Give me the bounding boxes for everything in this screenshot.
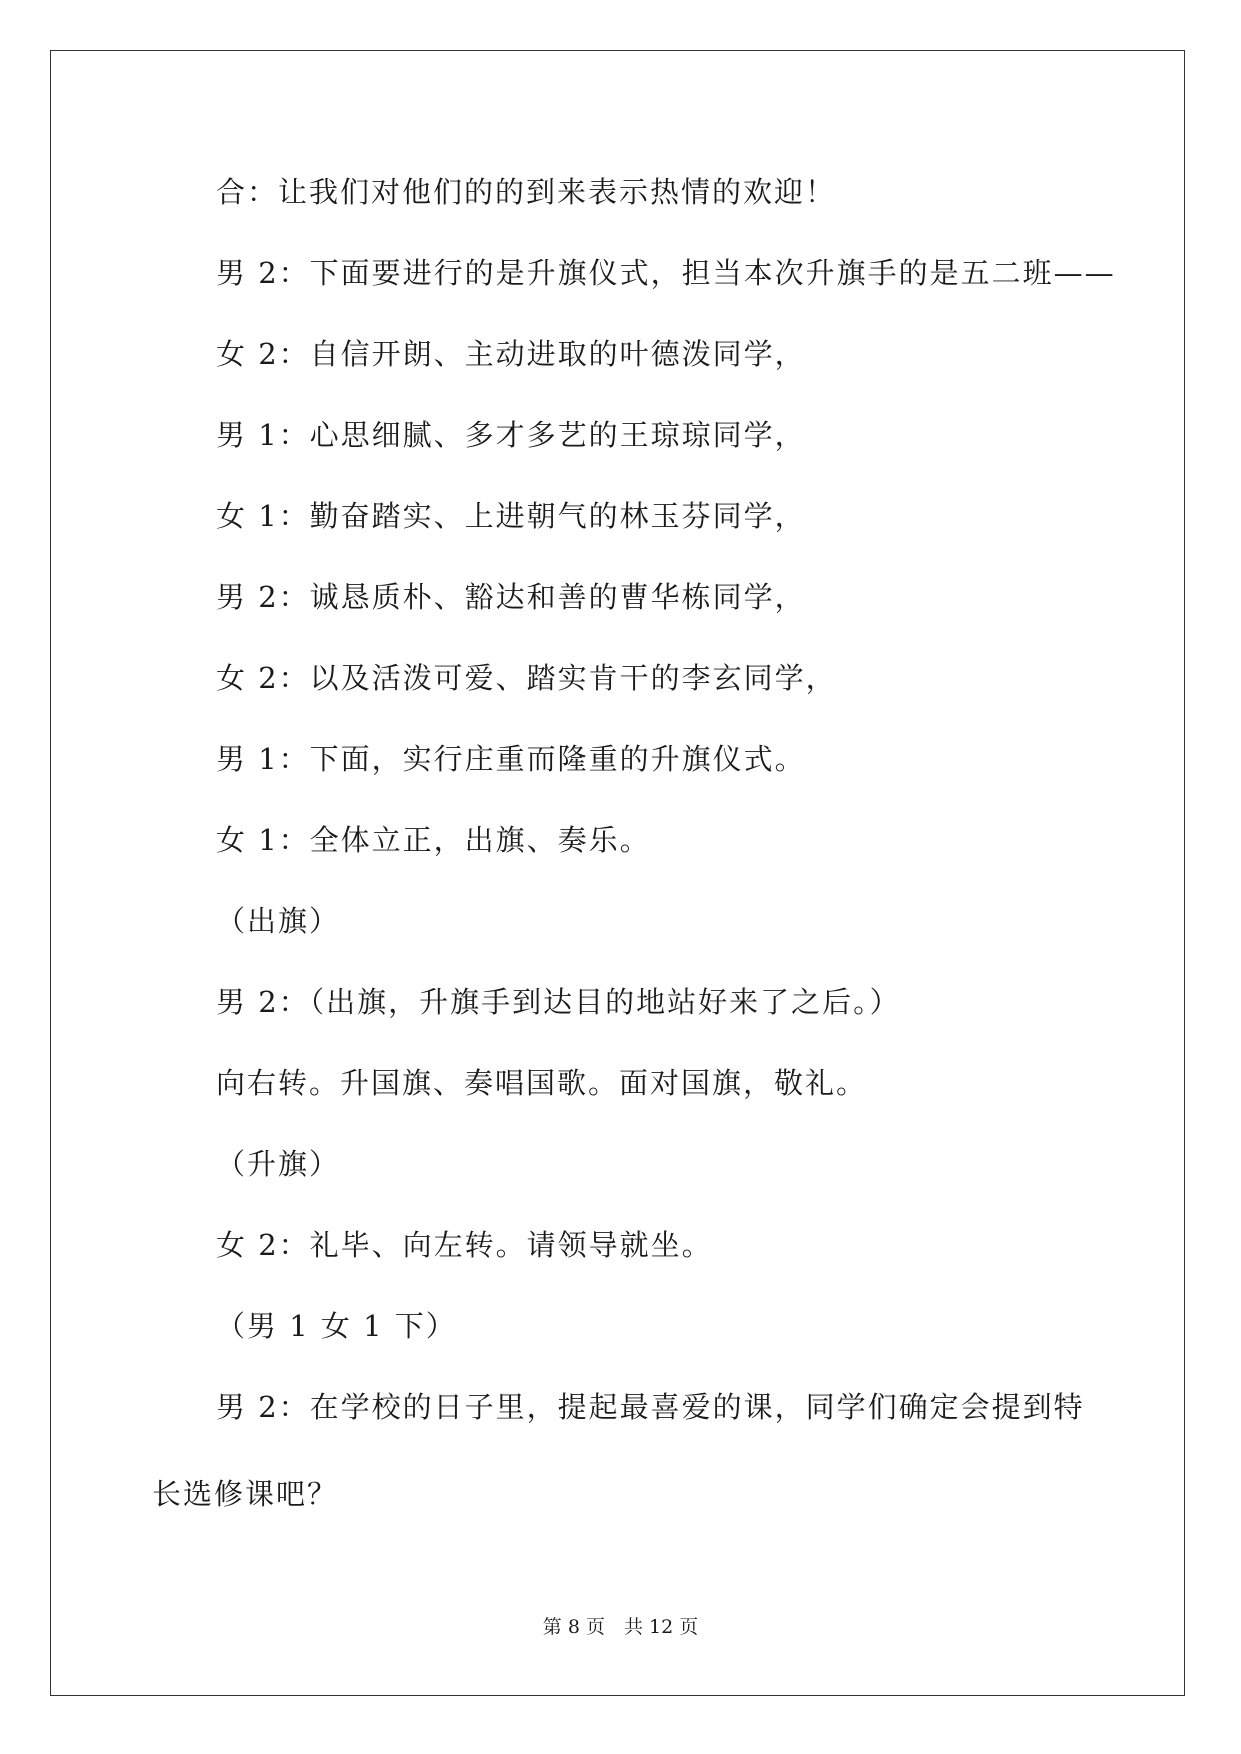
paragraph-16: 男 2：在学校的日子里，提起最喜爱的课，同学们确定会提到特长选修课吧？ [152, 1390, 1085, 1511]
page-footer: 第 8 页 共 12 页 [542, 1616, 699, 1638]
paragraph-4: 男 1：心思细腻、多才多艺的王琼琼同学， [216, 418, 806, 452]
paragraph-6: 男 2：诚恳质朴、豁达和善的曹华栋同学， [216, 580, 806, 614]
paragraph-1: 合：让我们对他们的的到来表示热情的欢迎！ [216, 175, 837, 209]
paragraph-3: 女 2：自信开朗、主动进取的叶德泼同学， [216, 337, 806, 371]
paragraph-2: 男 2：下面要进行的是升旗仪式，担当本次升旗手的是五二班—— [216, 256, 1116, 290]
paragraph-11: 男 2：（出旗，升旗手到达目的地站好来了之后。） [216, 985, 901, 1019]
paragraph-8: 男 1：下面，实行庄重而隆重的升旗仪式。 [216, 742, 806, 776]
paragraph-9: 女 1：全体立正，出旗、奏乐。 [216, 823, 651, 857]
paragraph-7: 女 2：以及活泼可爱、踏实肯干的李玄同学， [216, 661, 837, 695]
paragraph-15: （男 1 女 1 下） [216, 1309, 457, 1343]
paragraph-13: （升旗） [216, 1147, 341, 1181]
paragraph-10: （出旗） [216, 904, 341, 938]
paragraph-5: 女 1：勤奋踏实、上进朝气的林玉芬同学， [216, 499, 806, 533]
document-body [152, 172, 1116, 1579]
paragraph-14: 女 2：礼毕、向左转。请领导就坐。 [216, 1228, 713, 1262]
paragraph-12: 向右转。升国旗、奏唱国歌。面对国旗，敬礼。 [216, 1066, 868, 1100]
